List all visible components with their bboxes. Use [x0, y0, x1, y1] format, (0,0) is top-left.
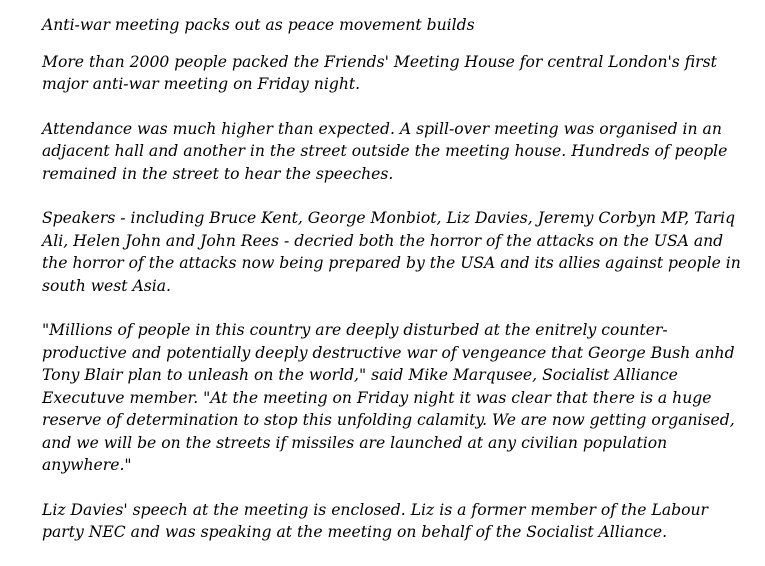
paragraph-attendance-figure: More than 2000 people packed the Friends' Meeting House for central London's first major anti-war meeting on Friday night. [42, 52, 717, 93]
paragraph-quote: "Millions of people in this country are deeply disturbed at the enitrely counter-productive and potentially deeply destructive war of vengeance that George Bush anhd Tony Blair plan to unleash on the world," said Mike Marqusee, Socialist Alliance Executuve member. "At the meeting on Friday night it was clear that there is a huge reserve of determination to stop this unfolding calamity. We are now getting organised, and we will be on the streets if missiles are launched at any civilian population anywhere." [42, 321, 735, 474]
paragraph-speakers: Speakers - including Bruce Kent, George Monbiot, Liz Davies, Jeremy Corbyn MP, Tariq Ali, Helen John and John Rees - decried both the horror of the attacks on the USA and the horror of the attacks now being prepared by the USA and its allies against people in south west Asia. [42, 209, 741, 295]
paragraph-speech-enclosed: Liz Davies' speech at the meeting is enclosed. Liz is a former member of the Labour party NEC and was speaking at the meeting on behalf of the Socialist Alliance. [42, 500, 709, 541]
paragraph-spill-over: Attendance was much higher than expected. A spill-over meeting was organised in an adjacent hall and another in the street outside the meeting house. Hundreds of people remained in the street to hear the speeches. [42, 119, 728, 183]
article-body [42, 14, 742, 566]
article-headline: Anti-war meeting packs out as peace movement builds [42, 16, 475, 34]
